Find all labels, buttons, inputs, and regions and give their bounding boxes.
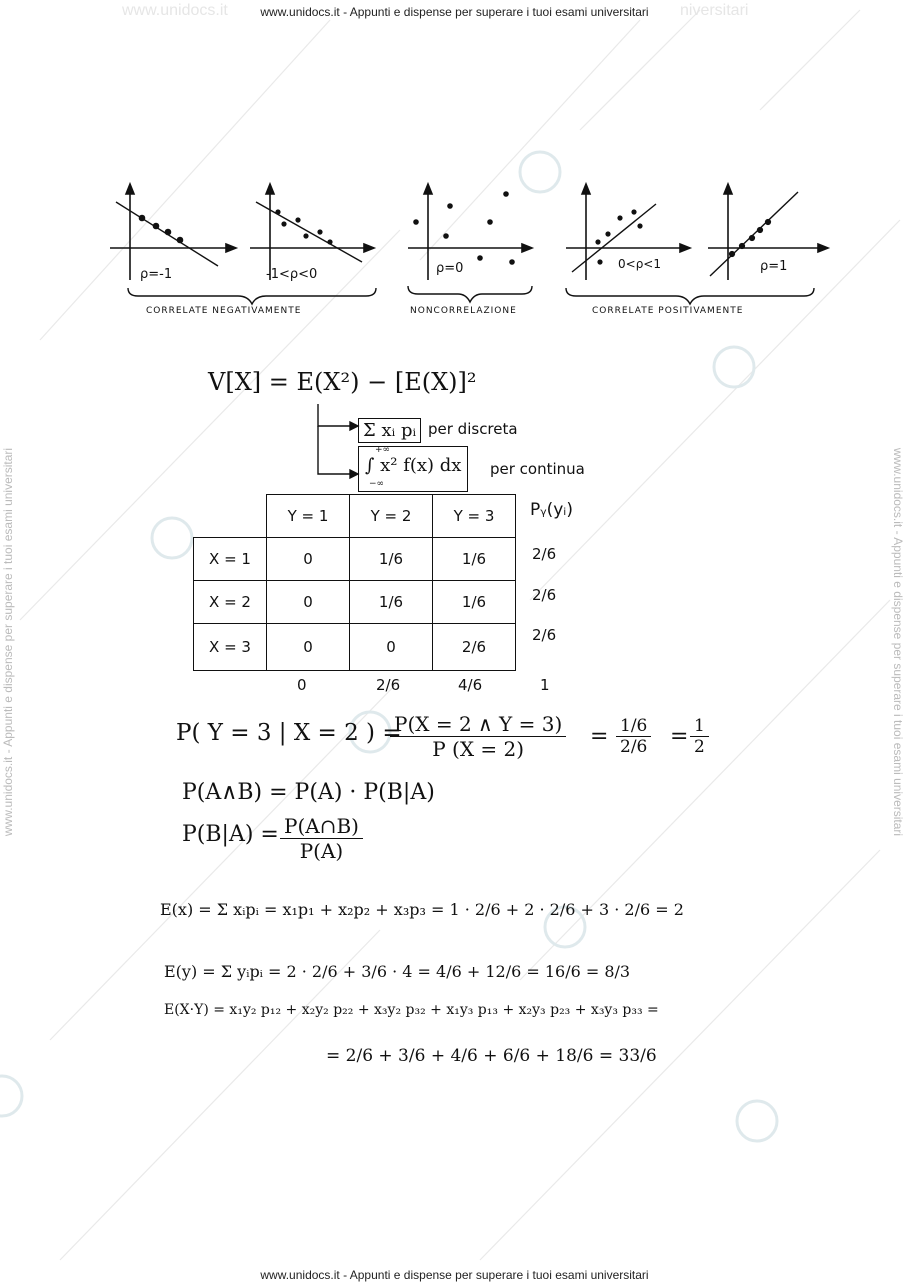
col-margin: 1	[540, 676, 550, 694]
row-header: X = 2	[194, 581, 267, 624]
continuous-note: per continua	[490, 460, 585, 478]
table-cell: 1/6	[350, 538, 433, 581]
expectation-x: E(x) = Σ xᵢpᵢ = x₁p₁ + x₂p₂ + x₃p₃ = 1 · 2/6 + 2 · 2/6 + 3 · 2/6 = 2	[160, 900, 684, 919]
plot-rho-zero	[408, 184, 532, 280]
table-cell: 0	[267, 581, 350, 624]
joint-probability-table	[193, 494, 516, 671]
discrete-expression	[358, 418, 421, 443]
conditional-denominator: P (X = 2)	[432, 737, 525, 761]
col-margin: 0	[297, 676, 307, 694]
margin-header: Pᵧ(yᵢ)	[530, 500, 573, 520]
group-label-positive: CORRELATE POSITIVAMENTE	[592, 306, 744, 316]
brace-none	[408, 286, 532, 302]
plot-rho-one	[708, 184, 828, 280]
conditional-eq2: =	[670, 724, 689, 749]
col-header: Y = 2	[350, 495, 433, 538]
col-margin: 2/6	[376, 676, 401, 694]
plot-label-2: -1<ρ<0	[266, 267, 318, 282]
ghost-brand-right: niversitari	[680, 2, 749, 19]
continuous-expression: ∫ x² f(x) dx	[365, 455, 462, 476]
discrete-box: Σ xᵢ pᵢ	[358, 418, 421, 443]
conditional-rule-lhs: P(B|A) =	[182, 822, 279, 847]
row-margin: 2/6	[532, 626, 557, 644]
brace-positive	[566, 288, 814, 304]
ghost-brand-left: www.unidocs.it	[122, 2, 228, 19]
table-cell: 0	[350, 624, 433, 671]
continuous-box	[358, 446, 468, 492]
conditional-numerator: P(X = 2 ∧ Y = 3)	[390, 712, 566, 737]
integral-upper: +∞	[375, 445, 391, 455]
table-row	[194, 538, 516, 581]
row-header: X = 3	[194, 624, 267, 671]
plot-label-1: ρ=-1	[140, 267, 173, 282]
plot-label-4: 0<ρ<1	[618, 257, 661, 271]
col-header: Y = 1	[267, 495, 350, 538]
plot-rho-between-minus-one-zero	[250, 184, 374, 282]
col-header: Y = 3	[433, 495, 516, 538]
plot-rho-minus-one	[110, 184, 236, 282]
conditional-fraction	[390, 712, 566, 761]
row-margin: 2/6	[532, 586, 557, 604]
group-label-none: NONCORRELAZIONE	[410, 306, 517, 316]
group-label-negative: CORRELATE NEGATIVAMENTE	[146, 306, 302, 316]
table-cell: 1/6	[433, 538, 516, 581]
conditional-value-fraction: $\frac{1/6}{2/6}$	[616, 716, 651, 757]
side-banner-right: www.unidocs.it - Appunti e dispense per superare i tuoi esami universitari	[891, 447, 905, 837]
table-row	[194, 581, 516, 624]
expectation-xy-result: = 2/6 + 3/6 + 4/6 + 6/6 + 18/6 = 33/6	[326, 1046, 657, 1066]
product-rule: P(A∧B) = P(A) · P(B|A)	[182, 780, 435, 805]
row-header: X = 1	[194, 538, 267, 581]
table-header-row	[194, 495, 516, 538]
table-row	[194, 624, 516, 671]
plot-label-3: ρ=0	[436, 261, 464, 276]
table-cell: 1/6	[433, 581, 516, 624]
row-margin: 2/6	[532, 545, 557, 563]
brace-negative	[128, 288, 376, 304]
table-cell: 0	[267, 624, 350, 671]
table-cell: 2/6	[433, 624, 516, 671]
integral-lower: −∞	[369, 479, 385, 489]
table-cell: 0	[267, 538, 350, 581]
table-cell: 1/6	[350, 581, 433, 624]
conditional-rule-fraction: $\frac{P(A\cap B)}{P(A)}$	[280, 814, 363, 863]
conditional-eq1: =	[590, 724, 609, 749]
plot-rho-between-zero-one	[566, 184, 690, 280]
variance-formula: V[X] = E(X²) − [E(X)]²	[208, 368, 477, 396]
footer-banner: www.unidocs.it - Appunti e dispense per superare i tuoi esami universitari	[260, 1268, 649, 1282]
plot-label-5: ρ=1	[760, 259, 788, 274]
side-banner-left: www.unidocs.it - Appunti e dispense per superare i tuoi esami universitari	[1, 447, 15, 837]
conditional-lhs: P( Y = 3 | X = 2 ) =	[176, 720, 402, 746]
expectation-y: E(y) = Σ yᵢpᵢ = 2 · 2/6 + 3/6 · 4 = 4/6 + 12/6 = 16/6 = 8/3	[164, 962, 631, 981]
expectation-xy: E(X·Y) = x₁y₂ p₁₂ + x₂y₂ p₂₂ + x₃y₂ p₃₂ + x₁y₃ p₁₃ + x₂y₃ p₂₃ + x₃y₃ p₃₃ =	[164, 1002, 659, 1018]
header-banner: www.unidocs.it - Appunti e dispense per superare i tuoi esami universitari	[260, 5, 649, 19]
col-margin: 4/6	[458, 676, 483, 694]
conditional-result-fraction: $\frac{1}{2}$	[690, 716, 709, 757]
discrete-note: per discreta	[428, 420, 518, 438]
